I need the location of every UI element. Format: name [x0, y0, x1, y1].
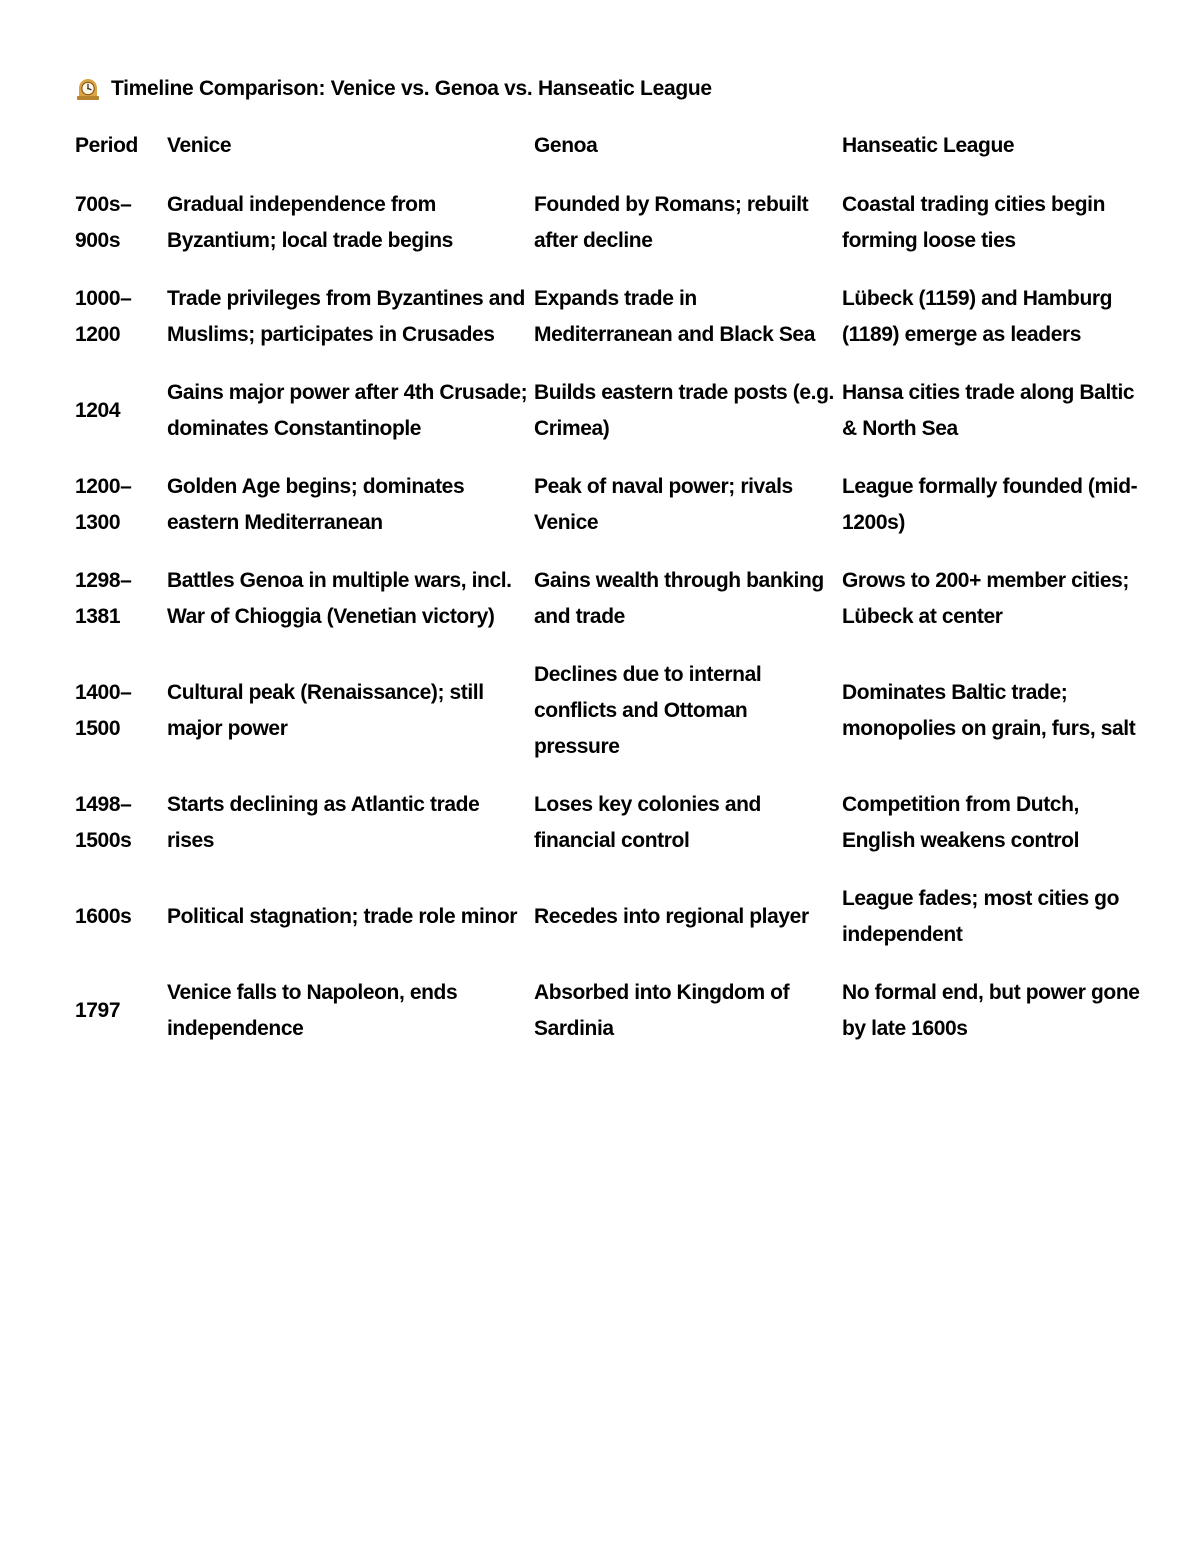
cell-venice: Cultural peak (Renaissance); still major power	[167, 681, 484, 740]
document-page	[75, 72, 1155, 1058]
table-row	[75, 964, 1150, 1058]
table-row	[75, 270, 1150, 364]
cell-hanseatic-league: League formally founded (mid-1200s)	[842, 475, 1138, 534]
cell-period: 1204	[75, 399, 121, 422]
cell-period: 1400–1500	[75, 681, 132, 740]
cell-period: 700s–900s	[75, 193, 132, 252]
table-header-row	[75, 126, 1150, 176]
cell-hanseatic-league: Coastal trading cities begin forming loose ties	[842, 193, 1106, 252]
cell-period: 1000–1200	[75, 287, 132, 346]
header-period: Period	[75, 134, 138, 157]
cell-period: 1498–1500s	[75, 793, 132, 852]
cell-genoa: Loses key colonies and financial control	[534, 793, 761, 852]
table-row	[75, 646, 1150, 776]
mantelpiece-clock-icon	[75, 76, 101, 102]
cell-genoa: Expands trade in Mediterranean and Black Sea	[534, 287, 815, 346]
cell-genoa: Founded by Romans; rebuilt after decline	[534, 193, 809, 252]
table-row	[75, 552, 1150, 646]
cell-genoa: Declines due to internal conflicts and Ottoman pressure	[534, 663, 762, 758]
cell-venice: Gains major power after 4th Crusade; dominates Constantinople	[167, 381, 528, 440]
cell-venice: Battles Genoa in multiple wars, incl. War of Chioggia (Venetian victory)	[167, 569, 512, 628]
cell-period: 1797	[75, 999, 121, 1022]
cell-venice: Gradual independence from Byzantium; local trade begins	[167, 193, 453, 252]
table-row	[75, 364, 1150, 458]
cell-period: 1298–1381	[75, 569, 132, 628]
cell-hanseatic-league: Hansa cities trade along Baltic & North Sea	[842, 381, 1135, 440]
table-row	[75, 458, 1150, 552]
cell-period: 1600s	[75, 905, 132, 928]
cell-venice: Trade privileges from Byzantines and Muslims; participates in Crusades	[167, 287, 525, 346]
header-venice: Venice	[167, 134, 232, 157]
cell-genoa: Gains wealth through banking and trade	[534, 569, 824, 628]
cell-hanseatic-league: League fades; most cities go independent	[842, 887, 1120, 946]
cell-venice: Venice falls to Napoleon, ends independence	[167, 981, 458, 1040]
table-row	[75, 870, 1150, 964]
header-genoa: Genoa	[534, 134, 598, 157]
cell-genoa: Absorbed into Kingdom of Sardinia	[534, 981, 790, 1040]
table-row	[75, 176, 1150, 270]
table-row	[75, 776, 1150, 870]
timeline-table	[75, 126, 1150, 1058]
cell-genoa: Peak of naval power; rivals Venice	[534, 475, 793, 534]
cell-hanseatic-league: Competition from Dutch, English weakens control	[842, 793, 1080, 852]
cell-hanseatic-league: Grows to 200+ member cities; Lübeck at center	[842, 569, 1130, 628]
header-hanseatic-league: Hanseatic League	[842, 134, 1015, 157]
cell-venice: Golden Age begins; dominates eastern Mediterranean	[167, 475, 465, 534]
cell-genoa: Builds eastern trade posts (e.g. Crimea)	[534, 381, 834, 440]
cell-venice: Political stagnation; trade role minor	[167, 905, 518, 928]
cell-venice: Starts declining as Atlantic trade rises	[167, 793, 480, 852]
cell-hanseatic-league: Lübeck (1159) and Hamburg (1189) emerge as leaders	[842, 287, 1113, 346]
document-title	[75, 72, 1155, 106]
cell-genoa: Recedes into regional player	[534, 905, 809, 928]
cell-hanseatic-league: Dominates Baltic trade; monopolies on grain, furs, salt	[842, 681, 1136, 740]
cell-period: 1200–1300	[75, 475, 132, 534]
document-title-text: Timeline Comparison: Venice vs. Genoa vs. Hanseatic League	[111, 77, 712, 100]
cell-hanseatic-league: No formal end, but power gone by late 1600s	[842, 981, 1140, 1040]
